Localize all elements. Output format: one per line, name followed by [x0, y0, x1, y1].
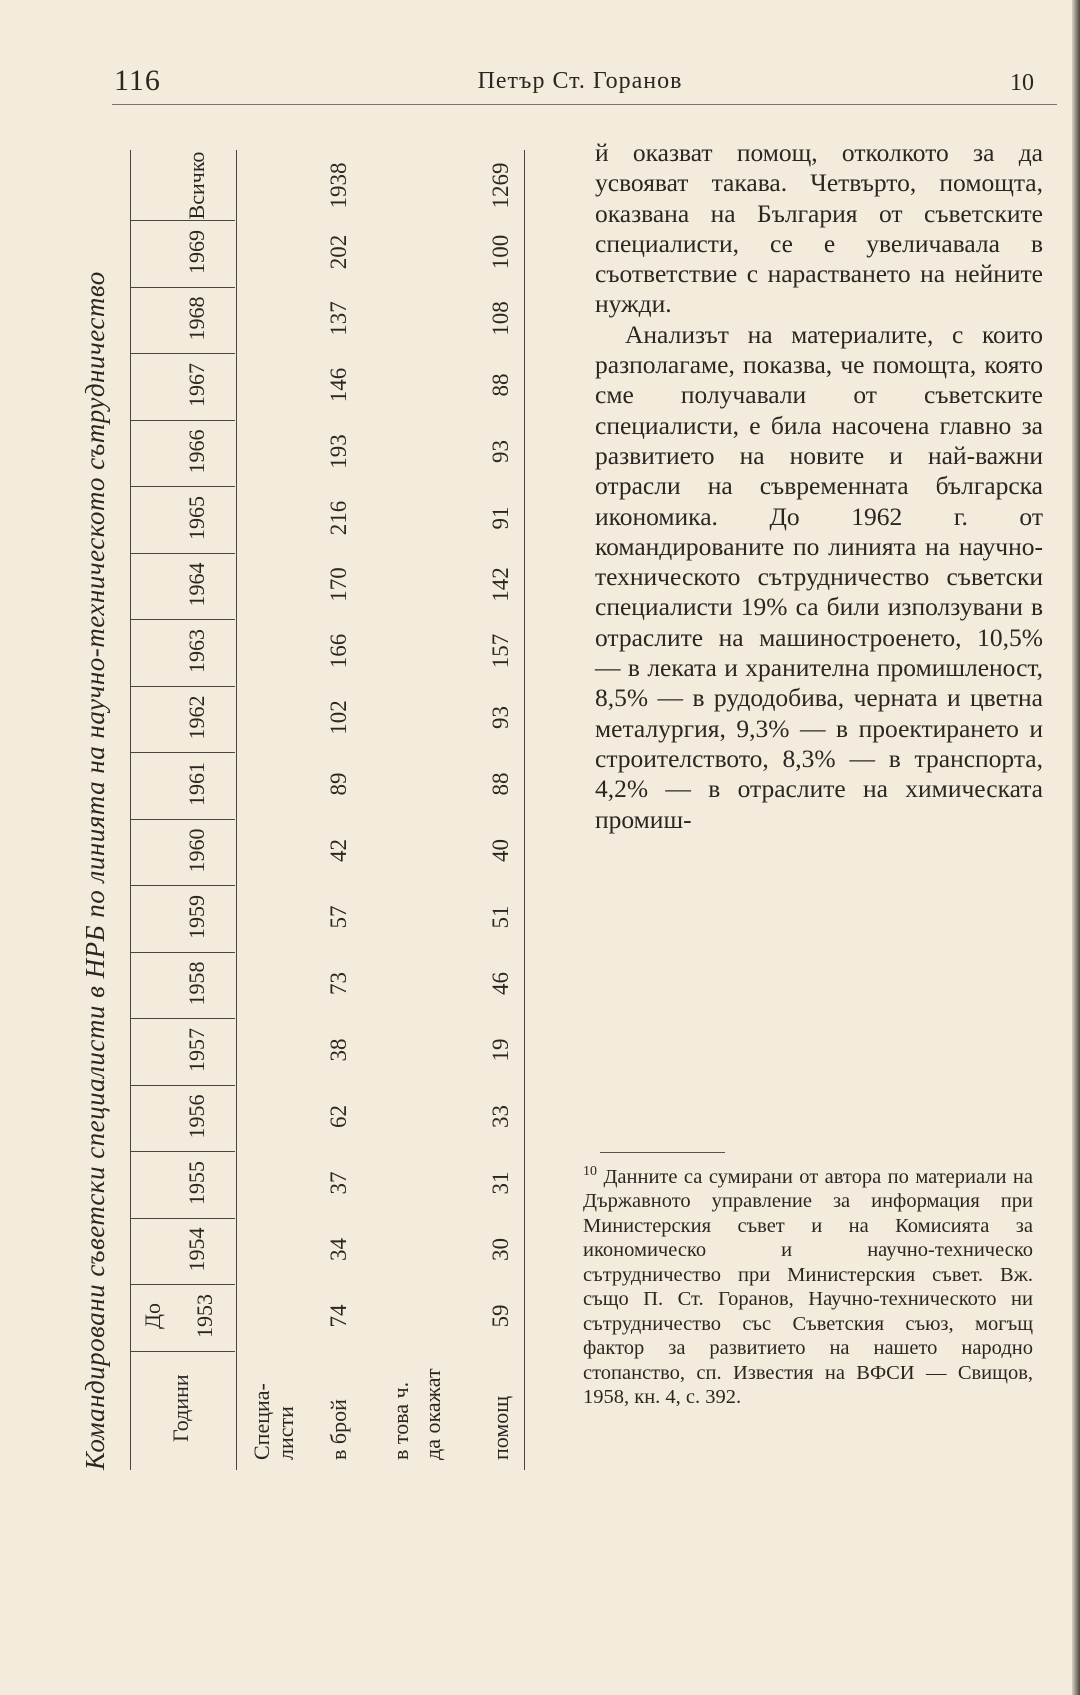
table-header-row	[130, 150, 238, 1470]
table-title: Командировани съветски специалисти в НРБ по линията на научно-техническото сътрудничество	[80, 271, 110, 1470]
year-header-14	[130, 351, 238, 419]
row-help-label-line2: да окажат	[420, 1368, 445, 1460]
year-header-label: 1966	[184, 429, 209, 474]
paragraph-2: Анализът на материалите, с които разполагаме, показва, че помощта, която сме получавали от съветските специалисти, е била насочена главно за развитието на новите и най-важни отрасли на съвременната българска икономика. До 1962 г. от командированите по линията на научно-техническото сътрудничество съветски специалисти 19% са били използувани в отраслите на машиностроенето, 10,5% — в леката и хранителна промишленост, 8,5% — в рудодобива, черната и цветна металургия, 9,3% — в проектирането и строителството, 8,3% — в транспорта, 4,2% — в отраслите на химическата промиш-	[595, 319, 1043, 834]
table-top-rule	[130, 150, 131, 1470]
cell-count-2: 37	[326, 1171, 351, 1195]
cell-count-12: 216	[326, 500, 351, 536]
row-specialists-label-line1: Специа-	[249, 1383, 274, 1460]
header-column-rule	[130, 553, 235, 554]
year-header-label: 1958	[184, 961, 209, 1006]
page-header	[0, 60, 1080, 110]
footnote-text: Данните са сумирани от автора по материали на Държавното управление за информация при Министерския съвет и на Комисията за икономическо и научно-техническо сътрудничество при Министерския съвет. Вж. също П. Ст. Горанов, Научно-техническото ни сътрудничество със Съветския съюз, могъщ фактор за развитието на нашето народно стопанство, сп. Известия на ВФСИ — Свищов, 1958, кн. 4, с. 392.	[583, 1165, 1033, 1409]
cell-count-15: 137	[326, 301, 351, 336]
footnote-rule	[600, 1152, 725, 1153]
header-column-rule	[130, 1351, 235, 1352]
year-header-5	[130, 950, 238, 1018]
year-header-label: 1963	[184, 629, 209, 673]
header-column-rule	[130, 1152, 235, 1153]
year-header-label: 1967	[184, 363, 209, 407]
cell-help-3: 33	[488, 1105, 513, 1128]
cell-count-14: 146	[326, 367, 351, 403]
cell-help-7: 40	[488, 839, 513, 862]
year-header-label: 1968	[184, 296, 209, 341]
table-header-years-label: Години	[168, 1374, 193, 1442]
cell-count-6: 57	[326, 905, 351, 929]
cell-help-6: 51	[488, 905, 513, 929]
running-head: Петър Ст. Горанов	[477, 68, 683, 94]
row-count-label: в брой	[326, 1399, 351, 1460]
specialists-table	[70, 150, 560, 1470]
section-number: 10	[1010, 70, 1034, 96]
year-header-0	[130, 1282, 238, 1350]
cell-help-11: 142	[488, 567, 513, 602]
year-header-17	[130, 152, 238, 220]
year-header-1	[130, 1216, 238, 1284]
cell-count-7: 42	[326, 839, 351, 862]
row-help-label-line1: в това ч.	[388, 1381, 413, 1460]
cell-help-9: 93	[488, 706, 513, 729]
page-edge-shadow	[1072, 0, 1080, 1695]
cell-count-10: 166	[326, 633, 351, 669]
cell-count-13: 193	[326, 434, 351, 469]
cell-help-15: 108	[488, 301, 513, 336]
paragraph-1: й оказват помощ, отколкото за да усвояват такава. Четвърто, помощта, оказвана на България от съветските специалисти, се е увеличавала в съответствие с нарастването на нейните нужди.	[595, 138, 1043, 319]
header-column-rule	[130, 952, 235, 953]
cell-count-0: 74	[326, 1304, 351, 1328]
year-header-prefix: До	[140, 1303, 165, 1330]
cell-help-1: 30	[488, 1238, 513, 1261]
cell-help-12: 91	[488, 506, 513, 530]
year-header-6	[130, 883, 238, 951]
year-header-label: 1962	[184, 695, 209, 740]
table-bottom-rule	[524, 150, 525, 1470]
year-header-label: 1961	[184, 762, 209, 806]
cell-help-16: 100	[488, 234, 513, 270]
header-column-rule	[130, 420, 235, 421]
header-column-rule	[130, 1285, 235, 1286]
year-header-3	[130, 1083, 238, 1151]
year-header-12	[130, 484, 238, 552]
year-header-4	[130, 1016, 238, 1084]
header-column-rule	[130, 753, 235, 754]
year-header-label: 1960	[184, 828, 209, 873]
footnote	[583, 1160, 1033, 1410]
header-column-rule	[130, 287, 235, 288]
year-header-label: 1965	[184, 496, 209, 540]
cell-count-8: 89	[326, 772, 351, 796]
year-header-label: 1954	[184, 1227, 209, 1272]
cell-help-13: 93	[488, 440, 513, 463]
year-header-15	[130, 285, 238, 353]
year-header-2	[130, 1149, 238, 1217]
row-specialists-label-line2: листи	[273, 1406, 298, 1460]
cell-count-3: 62	[326, 1105, 351, 1128]
header-column-rule	[130, 354, 235, 355]
year-header-label: 1957	[184, 1028, 209, 1072]
year-header-11	[130, 551, 238, 619]
year-header-10	[130, 617, 238, 685]
header-column-rule	[130, 1085, 235, 1086]
header-column-rule	[130, 221, 235, 222]
cell-help-4: 19	[488, 1038, 513, 1062]
year-header-13	[130, 418, 238, 486]
year-header-label: 1959	[184, 895, 209, 939]
header-column-rule	[130, 1218, 235, 1219]
header-column-rule	[130, 686, 235, 687]
year-header-9	[130, 684, 238, 752]
cell-help-17: 1269	[488, 162, 513, 209]
year-header-16	[130, 218, 238, 286]
year-header-label: 1964	[184, 562, 209, 607]
cell-count-1: 34	[326, 1238, 351, 1261]
cell-help-0: 59	[488, 1304, 513, 1328]
year-header-label: 1969	[184, 230, 209, 274]
row-specialists-label	[250, 1383, 298, 1460]
header-column-rule	[130, 487, 235, 488]
cell-count-9: 102	[326, 700, 351, 735]
page-number: 116	[114, 64, 161, 97]
cell-help-8: 88	[488, 772, 513, 796]
header-column-rule	[130, 819, 235, 820]
cell-help-5: 46	[488, 972, 513, 995]
header-rule	[112, 104, 1057, 105]
footnote-mark: 10	[583, 1164, 597, 1179]
header-column-rule	[130, 1019, 235, 1020]
table-header-bottom-rule	[236, 150, 237, 1470]
year-header-label: 1956	[184, 1094, 209, 1139]
cell-help-2: 31	[488, 1171, 513, 1195]
cell-count-11: 170	[326, 567, 351, 602]
year-header-7	[130, 817, 238, 885]
cell-count-17: 1938	[326, 162, 351, 209]
header-column-rule	[130, 886, 235, 887]
cell-help-14: 88	[488, 373, 513, 397]
cell-count-5: 73	[326, 972, 351, 995]
main-text	[595, 138, 1043, 835]
year-header-label: 1953	[192, 1294, 217, 1338]
cell-count-16: 202	[326, 234, 351, 270]
year-header-label: 1955	[184, 1161, 209, 1205]
year-header-8	[130, 750, 238, 818]
row-help-label-line3: помощ	[488, 1395, 513, 1460]
cell-help-10: 157	[488, 633, 513, 669]
header-column-rule	[130, 620, 235, 621]
year-header-label: Всичко	[184, 151, 209, 220]
cell-count-4: 38	[326, 1038, 351, 1062]
